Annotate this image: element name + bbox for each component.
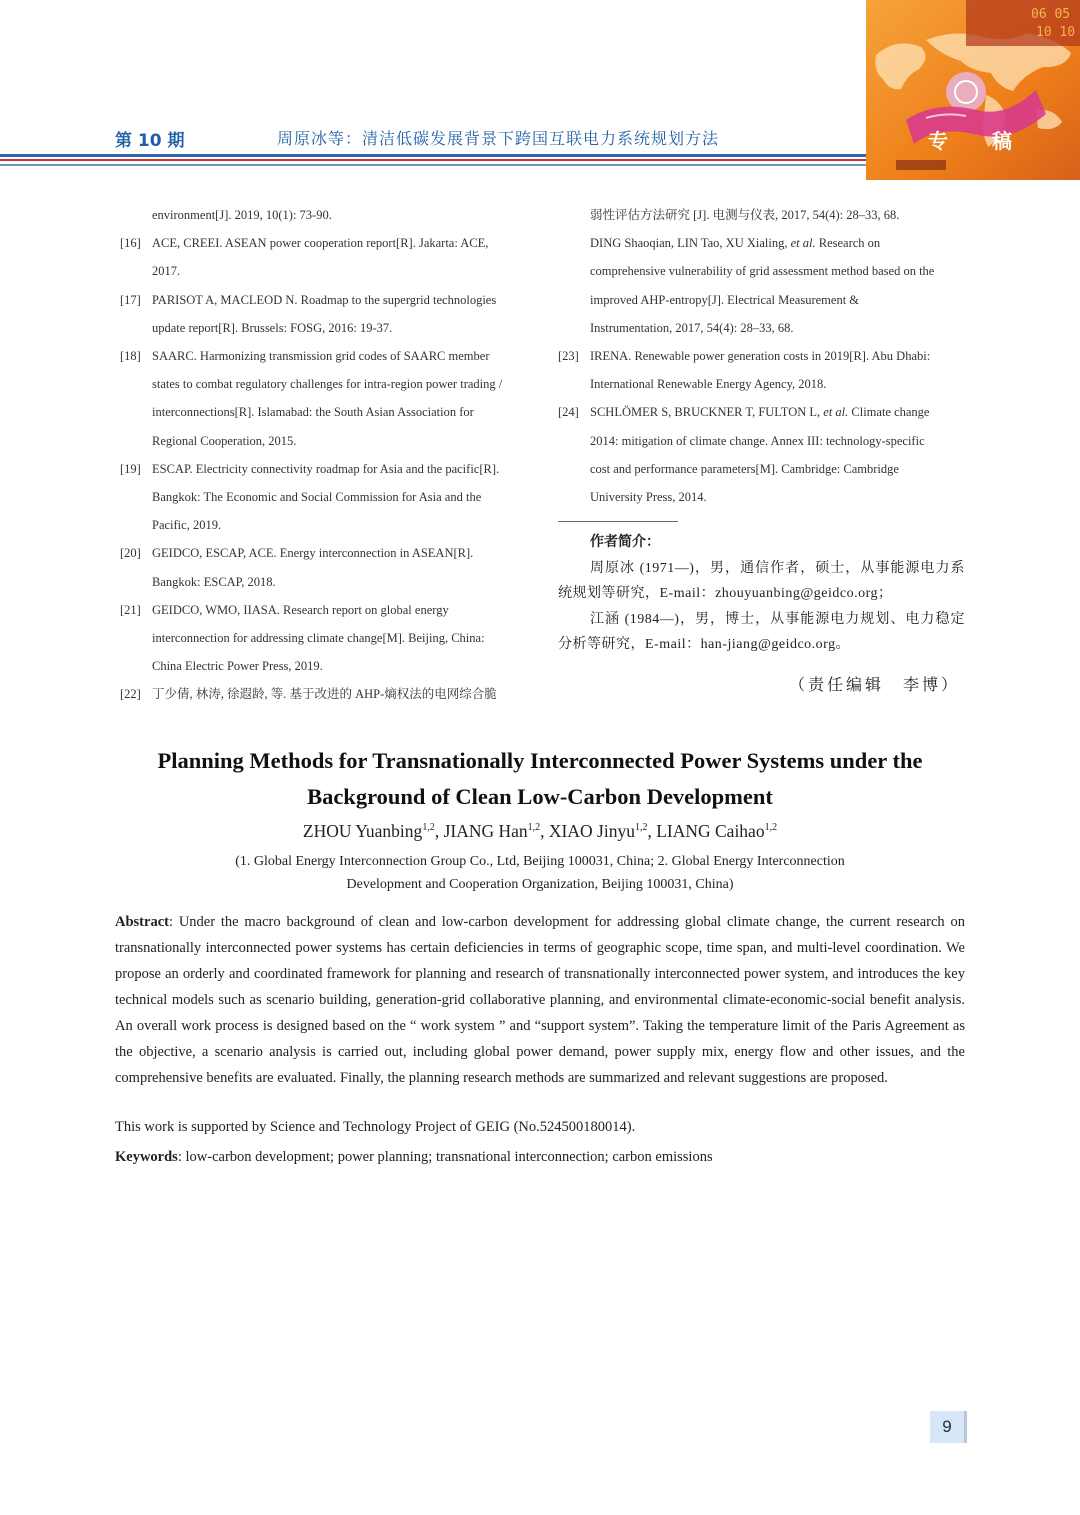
english-title-line-2: Background of Clean Low-Carbon Development <box>307 784 773 809</box>
running-title: 周原冰等：清洁低碳发展背景下跨国互联电力系统规划方法 <box>277 129 720 148</box>
reference-item <box>120 201 523 229</box>
author-separator: , <box>434 821 444 841</box>
header-rule-red <box>0 159 866 161</box>
funding-note: This work is supported by Science and Technology Project of GEIG (No.524500180014). <box>115 1119 636 1135</box>
reference-text: 2017. <box>152 264 181 279</box>
header-rule-blue <box>0 154 866 157</box>
abstract-text: : Under the macro background of clean and low-carbon development for addressing global climate change, the current research on transnationally interconnected power systems has certain deficiencies in terms of geographic scope, time span, and multi-level coordination. We propose an orderly and coordinated framework for planning and research of transnationally interconnected power system, and introduces the key technical models such as scenario building, generation-grid collaborative planning, and environmental climate-economic-social benefit analysis. An overall work process is designed based on the “ work system ” and “support system”. Taking the temperature limit of the Paris Agreement as the objective, a scenario analysis is carried out, including global power demand, power supply mix, energy flow and other issues, and the comprehensive benefits are evaluated. Finally, the planning research methods are summarized and relevant suggestions are proposed. <box>115 914 965 1086</box>
reference-item <box>558 201 965 229</box>
reference-text: comprehensive vulnerability of grid assessment method based on the <box>590 264 935 279</box>
reference-text: improved AHP-entropy[J]. Electrical Measurement & <box>590 292 860 307</box>
bio-heading: 作者简介： <box>590 535 660 550</box>
author-name: JIANG Han <box>443 821 528 841</box>
reference-text: Instrumentation, 2017, 54(4): 28–33, 68. <box>590 320 794 335</box>
reference-text: Pacific, 2019. <box>152 518 222 533</box>
reference-text: interconnection for addressing climate change[M]. Beijing, China: <box>152 631 485 646</box>
references-left-column <box>120 201 523 709</box>
bio-author-1: 周原冰 (1971—)，男，通信作者，硕士，从事能源电力系统规划等研究，E-mail：zhouyuanbing@geidco.org； <box>558 560 965 601</box>
reference-number: [21] <box>120 602 141 617</box>
english-title <box>100 743 980 815</box>
reference-text: China Electric Power Press, 2019. <box>152 659 323 674</box>
reference-text: interconnections[R]. Islamabad: the South Asian Association for <box>152 405 474 420</box>
abstract <box>115 909 965 1091</box>
keywords-label: Keywords <box>115 1149 178 1165</box>
svg-text:06 05: 06 05 <box>1031 7 1071 22</box>
reference-number <box>558 229 590 257</box>
author-affiliation-mark: 1,2 <box>634 822 648 834</box>
reference-item <box>120 455 523 540</box>
author-affiliation-mark: 1,2 <box>764 822 778 834</box>
reference-text: ACE, CREEI. ASEAN power cooperation report[R]. Jakarta: ACE, <box>152 236 489 251</box>
badge-char-left: 专 <box>928 129 948 153</box>
reference-text: Bangkok: ESCAP, 2018. <box>152 574 276 589</box>
reference-item <box>120 596 523 681</box>
affiliation-line-2: Development and Cooperation Organization, Beijing 100031, China) <box>346 877 734 892</box>
responsible-editor: （责任编辑 李博） <box>788 677 960 694</box>
keywords <box>115 1149 965 1166</box>
header-rule-blue-2 <box>0 164 866 166</box>
author-name: LIANG Caihao <box>656 821 765 841</box>
reference-text: 弱性评估方法研究 [J]. 电测与仪表, 2017, 54(4): 28–33, 68. <box>590 208 900 222</box>
reference-item <box>120 680 523 708</box>
reference-number: [16] <box>120 236 141 251</box>
reference-text: update report[R]. Brussels: FOSG, 2016: 19-37. <box>152 320 393 335</box>
reference-text: Regional Cooperation, 2015. <box>152 433 297 448</box>
reference-item <box>558 342 965 398</box>
reference-item <box>558 398 965 511</box>
reference-number: [20] <box>120 546 141 561</box>
reference-text: International Renewable Energy Agency, 2018. <box>590 377 827 392</box>
reference-number: [23] <box>558 349 579 364</box>
page-number: 9 <box>930 1411 967 1443</box>
issue-number: 第 10 期 <box>115 131 185 151</box>
globe-icon <box>946 72 986 112</box>
author-bio <box>558 530 965 658</box>
reference-text: 丁少倩, 林涛, 徐遐龄, 等. 基于改进的 AHP-熵权法的电网综合脆 <box>152 687 497 702</box>
bio-author-2: 江涵 (1984—)，男，博士，从事能源电力规划、电力稳定分析等研究，E-mail：han-jiang@geidco.org。 <box>558 611 965 652</box>
reference-text: cost and performance parameters[M]. Cambridge: Cambridge <box>590 461 899 476</box>
keywords-text: : low-carbon development; power planning; transnational interconnection; carbon emissions <box>177 1149 713 1165</box>
author-name: ZHOU Yuanbing <box>302 821 423 841</box>
reference-text: DING Shaoqian, LIN Tao, XU Xialing, et al. Research on <box>590 236 881 251</box>
reference-item <box>120 342 523 455</box>
reference-item <box>120 539 523 595</box>
reference-text: GEIDCO, ESCAP, ACE. Energy interconnection in ASEAN[R]. <box>152 546 474 561</box>
reference-number <box>120 201 152 229</box>
abstract-label: Abstract <box>115 914 169 930</box>
reference-text: SCHLÖMER S, BRUCKNER T, FULTON L, et al. Climate change <box>590 405 930 420</box>
badge-char-right: 稿 <box>992 129 1012 153</box>
reference-item <box>558 229 965 342</box>
references-right-column <box>558 201 965 511</box>
reference-number: [22] <box>120 687 141 702</box>
reference-text: SAARC. Harmonizing transmission grid codes of SAARC member <box>152 349 490 364</box>
english-title-line-1: Planning Methods for Transnationally Interconnected Power Systems under the <box>157 748 923 773</box>
author-list <box>100 821 980 842</box>
author-affiliation-mark: 1,2 <box>527 822 541 834</box>
reference-item <box>120 286 523 342</box>
reference-text: ESCAP. Electricity connectivity roadmap for Asia and the pacific[R]. <box>152 461 500 476</box>
author-separator: , <box>647 821 657 841</box>
reference-number <box>558 201 590 229</box>
author-affiliation-mark: 1,2 <box>422 822 435 834</box>
reference-item <box>120 229 523 285</box>
reference-number: [24] <box>558 405 579 420</box>
reference-text: environment[J]. 2019, 10(1): 73-90. <box>152 208 332 222</box>
reference-text: states to combat regulatory challenges for intra-region power trading / <box>152 377 503 392</box>
reference-number: [17] <box>120 292 141 307</box>
reference-number: [18] <box>120 349 141 364</box>
bio-separator <box>558 521 678 522</box>
reference-text: 2014: mitigation of climate change. Annex III: technology-specific <box>590 433 925 448</box>
reference-text: Bangkok: The Economic and Social Commission for Asia and the <box>152 490 482 505</box>
reference-text: IRENA. Renewable power generation costs in 2019[R]. Abu Dhabi: <box>590 349 931 364</box>
reference-text: PARISOT A, MACLEOD N. Roadmap to the supergrid technologies <box>152 292 497 307</box>
affiliation-line-1: (1. Global Energy Interconnection Group Co., Ltd, Beijing 100031, China; 2. Global Energy Interconnection <box>235 854 845 869</box>
author-name: XIAO Jinyu <box>548 821 635 841</box>
author-separator: , <box>540 821 549 841</box>
affiliations <box>100 850 980 896</box>
reference-text: University Press, 2014. <box>590 490 707 505</box>
reference-text: GEIDCO, WMO, IIASA. Research report on global energy <box>152 602 449 617</box>
svg-text:10 10: 10 10 <box>1036 25 1076 40</box>
reference-number: [19] <box>120 461 141 476</box>
special-feature-banner <box>866 0 1080 180</box>
